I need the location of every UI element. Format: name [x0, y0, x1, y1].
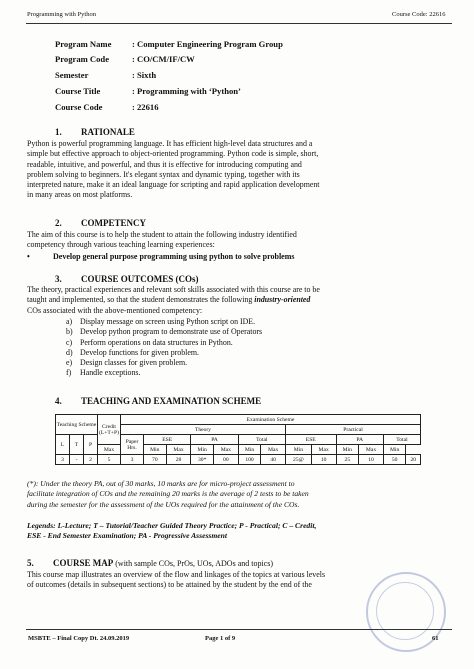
list-text: Handle exceptions. [80, 368, 141, 378]
section-title: COURSE MAP [53, 558, 114, 568]
max-header: Max [213, 445, 238, 455]
table-cell: 3 [56, 455, 70, 465]
max-header: Max [359, 445, 384, 455]
section-title: COMPETENCY [81, 218, 146, 228]
list-item [66, 327, 262, 337]
header-rule [26, 23, 452, 24]
section-scheme-heading [55, 396, 261, 406]
table-cell: 40 [261, 455, 286, 465]
table-cell: 30* [191, 455, 214, 465]
list-text: Develop python program to demonstrate use of Operators [80, 327, 263, 337]
table-cell: 70 [144, 455, 167, 465]
meta-key: Semester [55, 70, 89, 80]
table-cell: 00 [213, 455, 238, 465]
list-text: Develop functions for given problem. [80, 347, 199, 357]
text-line: of outcomes (details in subsequent sections) to be attained by the student by the end of the [27, 580, 312, 590]
practical-pa-header: PA [336, 435, 383, 445]
text-line: The aim of this course is to help the student to attain the following industry identified [27, 230, 297, 239]
text-line: in many areas on most platforms. [27, 190, 133, 200]
text-line: during the semester for the assessment of the UOs required for the attainment of the COs. [27, 499, 300, 509]
meta-key: Program Name [55, 39, 112, 49]
table-cell: 3 [121, 455, 144, 465]
table-cell: 28 [166, 455, 191, 465]
section-rationale-heading [55, 127, 135, 137]
text-line [27, 295, 451, 305]
list-item [66, 358, 262, 368]
text-line: Python is powerful programming language. It has efficient high-level data structures and a [27, 139, 313, 148]
section-number: 3. [55, 274, 62, 284]
section-competency-heading [55, 218, 146, 228]
text-line: This course map illustrates an overview of the flow and linkages of the topics at various levels [27, 570, 326, 579]
list-marker: e) [66, 358, 73, 368]
section-course-map-heading [27, 558, 273, 568]
practical-col: P [84, 435, 98, 455]
table-cell: 5 [98, 455, 121, 465]
meta-value: : CO/CM/IF/CW [132, 54, 195, 64]
meta-value: : Programming with ‘Python’ [132, 86, 241, 96]
section-outcomes-heading [55, 274, 199, 284]
institution-stamp-inner [376, 582, 434, 640]
list-marker: d) [66, 347, 73, 357]
text-line: facilitate integration of COs and the remaining 20 marks is the average of 2 tests to be taken [27, 489, 309, 499]
min-header: Min [336, 445, 359, 455]
section-title: TEACHING AND EXAMINATION SCHEME [81, 396, 262, 406]
text-line: interpreted nature, make it an ideal language for scripting and rapid application development [27, 180, 320, 190]
list-text: Display message on screen using Python script on IDE. [80, 317, 256, 326]
lecture-col: L [56, 435, 70, 455]
min-header: Min [191, 445, 214, 455]
competency-bullet [27, 252, 295, 261]
theory-pa-header: PA [191, 435, 238, 445]
section-number: 5. [27, 558, 34, 568]
meta-key: Course Title [55, 86, 101, 96]
list-text: Perform operations on data structures in Python. [80, 337, 233, 347]
credit-header: Credit (L+T+P) [98, 415, 121, 445]
table-cell: 20 [406, 455, 421, 465]
section-number: 2. [55, 218, 62, 228]
outcomes-list [66, 317, 262, 379]
footer-page-number: Page 1 of 9 [205, 635, 236, 642]
min-header: Min [144, 445, 167, 455]
footer-rule [26, 629, 452, 630]
max-header: Max [261, 445, 286, 455]
bullet-icon: • [27, 252, 30, 261]
max-header: Max [98, 445, 121, 455]
footer-sheet-number: 61 [432, 635, 439, 642]
teaching-scheme-header: Teaching Scheme [56, 415, 98, 435]
min-header: Min [238, 445, 261, 455]
table-cell: - [70, 455, 84, 465]
text-line: (*): Under the theory PA, out of 30 marks, 10 marks are for micro-project assessment to [27, 479, 295, 488]
text-line: Legends: L-Lecture; T – Tutorial/Teacher Guided Theory Practice; P - Practical; C – Credit, [27, 521, 317, 530]
max-header: Max [311, 445, 336, 455]
section-title: RATIONALE [81, 127, 135, 137]
outcomes-intro [27, 285, 451, 316]
table-cell: 25 [336, 455, 359, 465]
min-header: Min [383, 445, 406, 455]
max-header: Max [166, 445, 191, 455]
tutorial-col: T [70, 435, 84, 455]
theory-pa-note [27, 479, 451, 510]
list-item [66, 338, 262, 348]
text-line: simple but effective approach to object-oriented programming. Python code is simple, short, [27, 149, 319, 159]
list-marker: f) [66, 368, 72, 378]
list-marker: b) [66, 327, 73, 337]
meta-value: : Computer Engineering Program Group [132, 39, 283, 49]
text-line: ESE - End Semester Examination; PA - Progressive Assessment [27, 531, 227, 541]
section-subtitle: (with sample COs, PrOs, UOs, ADOs and topics) [113, 559, 274, 568]
table-cell: 10 [359, 455, 384, 465]
theory-header: Theory [121, 425, 286, 435]
text-line: COs associated with the above-mentioned competency: [27, 305, 203, 315]
list-marker: a) [66, 317, 73, 326]
scheme-table [55, 414, 421, 465]
list-marker: c) [66, 337, 73, 347]
theory-ese-header: ESE [144, 435, 191, 445]
list-item [66, 348, 262, 358]
meta-value: : 22616 [132, 102, 159, 112]
paper-hrs-header: Paper Hrs. [121, 435, 144, 455]
practical-total-header: Total [383, 435, 420, 445]
rationale-text [27, 139, 451, 201]
meta-key: Course Code [55, 102, 103, 112]
practical-ese-header: ESE [286, 435, 336, 445]
footer-version: MSBTE – Final Copy Dt. 24.09.2019 [28, 635, 130, 642]
list-item [66, 368, 262, 378]
text-line: problem solving to beginners. It's elegant syntax and dynamic typing, together with its [27, 169, 300, 179]
list-text: Design classes for given problem. [80, 358, 188, 368]
text-run: taught and implemented, so that the student demonstrates the following [27, 295, 255, 305]
text-line: The theory, practical experiences and relevant soft skills associated with this course are to be [27, 285, 320, 294]
table-cell: 100 [238, 455, 261, 465]
table-cell: 10 [311, 455, 336, 465]
practical-header: Practical [286, 425, 421, 435]
meta-value: : Sixth [132, 70, 157, 80]
section-title: COURSE OUTCOMES (COs) [81, 274, 199, 284]
text-line: competency through various teaching learning experiences: [27, 240, 215, 250]
section-number: 1. [55, 127, 62, 137]
exam-scheme-header: Examination Scheme [121, 415, 421, 425]
section-number: 4. [55, 396, 62, 406]
header-title: Programming with Python [27, 11, 96, 18]
list-item [66, 317, 262, 327]
table-cell: 25@ [286, 455, 312, 465]
table-row [56, 455, 421, 465]
competency-statement: Develop general purpose programming using python to solve problems [53, 252, 295, 261]
meta-key: Program Code [55, 54, 110, 64]
emphasis-text: industry-oriented [254, 295, 311, 305]
table-cell: 50 [383, 455, 406, 465]
competency-text [27, 230, 451, 251]
header-course-code: Course Code: 22616 [392, 11, 446, 18]
theory-total-header: Total [238, 435, 285, 445]
table-cell: 2 [84, 455, 98, 465]
min-header: Min [286, 445, 312, 455]
legends-text [27, 521, 451, 542]
text-line: readable, intuitive, and powerful, and thus it is effective for introducing computing and [27, 159, 302, 169]
